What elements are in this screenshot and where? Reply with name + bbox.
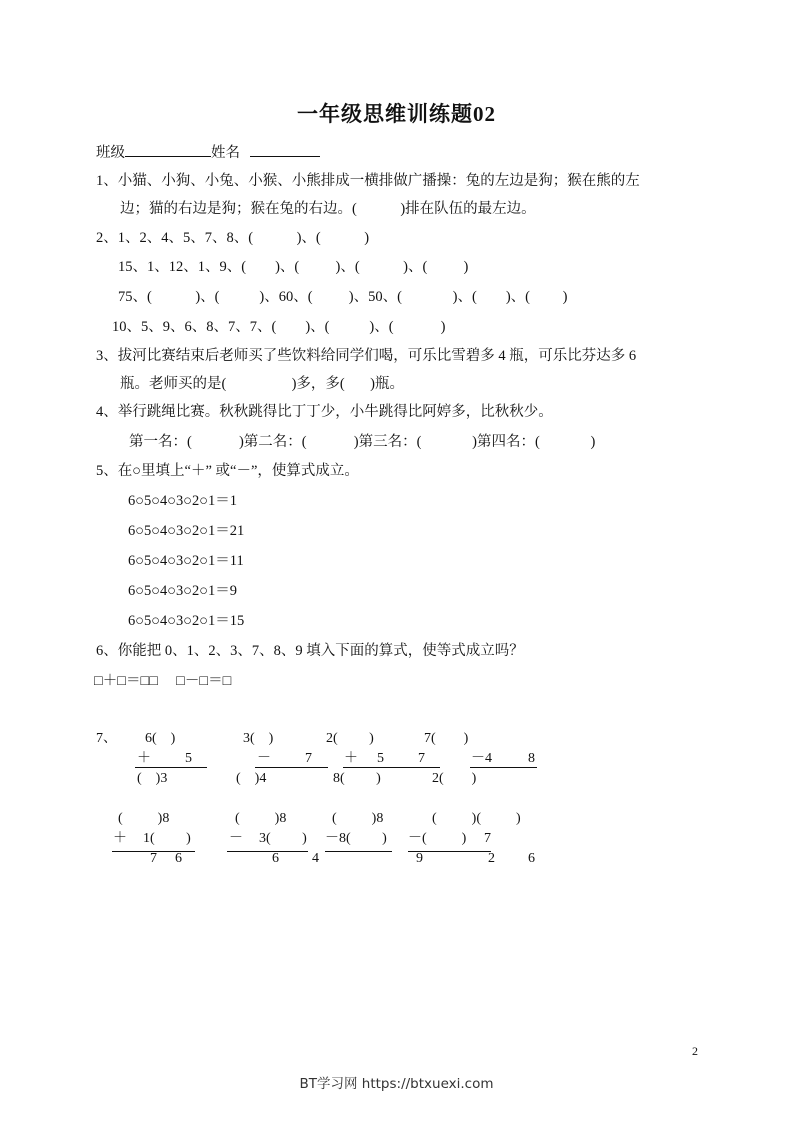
q2-line2: 15、1、12、1、9、( )、( )、( )、( ) — [118, 259, 469, 275]
class-blank[interactable] — [125, 142, 211, 157]
q7-plus-sign: ＋ — [344, 751, 358, 766]
q5-equation: 6○5○4○3○2○1＝21 — [128, 523, 245, 539]
q5-equation: 6○5○4○3○2○1＝15 — [128, 613, 245, 629]
q7-rule — [135, 767, 207, 768]
q7-piece: 1( ) — [143, 831, 191, 846]
q1-line1: 1、小猫、小狗、小兔、小猴、小熊排成一横排做广播操：兔的左边是狗；猴在熊的左 — [96, 173, 640, 189]
q7-piece: 5 — [377, 751, 384, 766]
q7-plus-sign: ＋ — [113, 831, 127, 846]
class-name-header — [96, 142, 320, 162]
q7-piece: 2 — [488, 851, 495, 866]
q5-equation: 6○5○4○3○2○1＝1 — [128, 493, 238, 509]
q6-prompt: 6、你能把 0、1、2、3、7、8、9 填入下面的算式，使等式成立吗？ — [96, 643, 524, 659]
q1-line2: 边；猫的右边是狗；猴在兔的右边。( )排在队伍的最左边。 — [120, 201, 536, 217]
q7-piece: 4 — [312, 851, 319, 866]
footer-watermark: BT学习网 https://btxuexi.com — [299, 1076, 494, 1092]
q7-piece: 6( ) — [145, 731, 176, 746]
q7-piece: 6 — [272, 851, 279, 866]
q7-piece: －8( ) — [325, 831, 387, 846]
q7-piece: 7 — [484, 831, 491, 846]
q7-piece: 2( ) — [432, 771, 477, 786]
q5-prompt: 5、在○里填上“＋” 或“－”，使算式成立。 — [96, 463, 359, 479]
q7-piece: 7 — [150, 851, 157, 866]
q7-minus-sign: － — [229, 831, 243, 846]
q2-line1: 2、1、2、4、5、7、8、( )、( ) — [96, 230, 370, 246]
q7-piece: ( )4 — [236, 771, 267, 786]
q4-line2: 第一名：( )第二名：( )第三名：( )第四名：( ) — [129, 434, 596, 450]
q3-line2: 瓶。老师买的是( )多，多( )瓶。 — [120, 376, 404, 392]
page-number: 2 — [692, 1044, 698, 1058]
q7-piece: 7 — [305, 751, 312, 766]
q7-plus-sign: ＋ — [137, 751, 151, 766]
q7-minus-sign: － — [257, 751, 271, 766]
q7-rule — [343, 767, 440, 768]
q7-piece: 7 — [418, 751, 425, 766]
q7-piece: 7( ) — [424, 731, 469, 746]
q3-line1: 3、拔河比赛结束后老师买了些饮料给同学们喝，可乐比雪碧多 4 瓶，可乐比芬达多 6 — [96, 348, 637, 364]
q4-line1: 4、举行跳绳比赛。秋秋跳得比丁丁少，小牛跳得比阿婷多，比秋秋少。 — [96, 404, 553, 420]
q7-piece: ( )8 — [235, 811, 287, 826]
q7-piece: 6 — [175, 851, 182, 866]
name-blank[interactable] — [250, 142, 320, 157]
q7-piece: 8 — [528, 751, 535, 766]
q5-equation: 6○5○4○3○2○1＝11 — [128, 553, 244, 569]
q7-label: 7、 — [96, 731, 117, 746]
q2-line4: 10、5、9、6、8、7、7、( )、( )、( ) — [112, 319, 446, 335]
q7-piece: 6 — [528, 851, 535, 866]
q7-piece: ( )3 — [137, 771, 168, 786]
q2-line3: 75、( )、( )、60、( )、50、( )、( )、( ) — [118, 289, 568, 305]
q7-piece: －( ) — [408, 831, 467, 846]
q7-piece: 3( ) — [243, 731, 274, 746]
q7-rule — [227, 851, 308, 852]
q7-piece: 2( ) — [326, 731, 374, 746]
q7-rule — [325, 851, 392, 852]
q7-piece: ( )( ) — [432, 811, 521, 826]
q6-boxes: □＋□＝□□ □－□＝□ — [94, 673, 232, 689]
page-title: 一年级思维训练题02 — [297, 102, 496, 126]
q7-piece: 9 — [416, 851, 423, 866]
q7-piece: 8( ) — [333, 771, 381, 786]
q7-piece: 3( ) — [259, 831, 307, 846]
q7-piece: ( )8 — [118, 811, 170, 826]
q7-rule — [470, 767, 537, 768]
q5-equation: 6○5○4○3○2○1＝9 — [128, 583, 238, 599]
class-label: 班级 — [96, 145, 125, 161]
q7-piece: ( )8 — [332, 811, 384, 826]
name-label: 姓名 — [211, 145, 240, 161]
q7-rule — [255, 767, 328, 768]
q7-piece: －4 — [471, 751, 492, 766]
q7-piece: 5 — [185, 751, 192, 766]
